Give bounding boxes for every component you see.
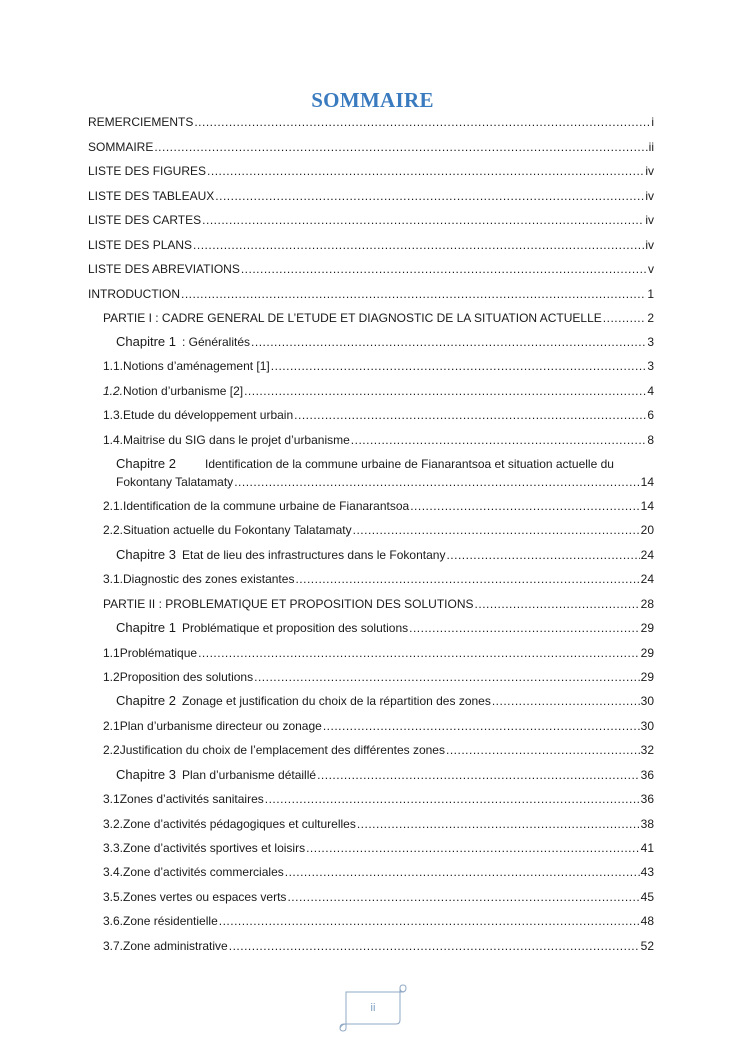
toc-chapter-label: Chapitre 2 [116, 693, 176, 708]
toc-entry-number: 3.2. [103, 817, 124, 831]
toc-page-number: v [648, 262, 654, 276]
toc-page-number: 41 [640, 841, 654, 855]
toc-dot-leader [215, 188, 644, 204]
toc-page-number: 29 [640, 621, 654, 635]
toc-entry[interactable] [103, 816, 654, 832]
toc-entry-label: Zone d’activités pédagogiques et culturelles [123, 817, 356, 831]
toc-entry-number: 2.1 [103, 719, 120, 733]
toc-dot-leader [265, 791, 640, 807]
toc-entry[interactable] [103, 840, 654, 856]
toc-page-number: 14 [640, 475, 654, 489]
toc-dot-leader [351, 432, 647, 448]
toc-entry[interactable] [103, 742, 654, 758]
toc-dot-leader [181, 286, 646, 302]
toc-chapter-label: Chapitre 1 [116, 334, 176, 349]
toc-entry[interactable] [103, 913, 654, 929]
toc-entry-label: SOMMAIRE [88, 140, 154, 154]
toc-entry-number: 1.2 [103, 670, 120, 684]
toc-dot-leader [294, 407, 646, 423]
toc-entry-label: : Généralités [181, 335, 251, 349]
toc-entry-number: 1.1. [103, 359, 124, 373]
toc-entry-number: 2.1. [103, 499, 124, 513]
toc-page-number: 24 [640, 548, 654, 562]
toc-dot-leader [193, 237, 644, 253]
toc-entry-label: Problématique [119, 646, 198, 660]
toc-entry[interactable] [116, 547, 654, 563]
toc-page-number: 30 [640, 694, 654, 708]
toc-entry-label: Diagnostic des zones existantes [123, 572, 295, 586]
toc-dot-leader [475, 596, 640, 612]
toc-entry[interactable] [116, 334, 654, 350]
toc-chapter-label: Chapitre 3 [116, 547, 176, 562]
toc-entry-label: Etat de lieu des infrastructures dans le Fokontany [181, 548, 446, 562]
page-number: ii [370, 1002, 376, 1014]
toc-page-number: 24 [640, 572, 654, 586]
toc-entry-number: 3.5. [103, 890, 124, 904]
toc-page-number: 1 [647, 287, 654, 301]
toc-entry[interactable] [103, 791, 654, 807]
toc-entry-label: REMERCIEMENTS [88, 115, 194, 129]
toc-entry-label: Zones vertes ou espaces verts [123, 890, 287, 904]
toc-page-number: 30 [640, 719, 654, 733]
toc-entry-continuation[interactable] [116, 474, 654, 490]
toc-entry[interactable] [88, 139, 654, 155]
toc-entry[interactable] [103, 358, 654, 374]
toc-entry-number: 3.6. [103, 914, 124, 928]
toc-entry[interactable] [116, 620, 654, 636]
toc-dot-leader [492, 693, 640, 709]
toc-dot-leader [353, 522, 640, 538]
toc-dot-leader [154, 139, 647, 155]
toc-entry-number: 3.1. [103, 572, 124, 586]
toc-entry[interactable] [103, 596, 654, 612]
toc-page-number: i [651, 115, 654, 129]
toc-entry[interactable] [103, 383, 654, 399]
toc-entry-number: 1.1 [103, 646, 120, 660]
toc-entry[interactable] [103, 718, 654, 734]
toc-entry[interactable] [116, 693, 654, 709]
toc-entry[interactable] [103, 571, 654, 587]
toc-entry[interactable] [103, 645, 654, 661]
toc-entry[interactable] [88, 114, 654, 130]
toc-entry[interactable] [103, 522, 654, 538]
toc-page-number: 3 [647, 359, 654, 373]
toc-entry-label: Zone d’activités sportives et loisirs [123, 841, 306, 855]
toc-dot-leader [241, 261, 647, 277]
toc-page-number: 36 [640, 792, 654, 806]
toc-page-number: 29 [640, 670, 654, 684]
toc-page-number: 38 [640, 817, 654, 831]
toc-dot-leader [287, 889, 639, 905]
toc-entry[interactable] [103, 310, 654, 326]
toc-entry[interactable] [116, 456, 654, 472]
toc-entry[interactable] [88, 261, 654, 277]
toc-entry-label: Notion d’urbanisme [2] [123, 384, 244, 398]
toc-dot-leader [254, 669, 640, 685]
toc-entry-label: Identification de la commune urbaine de Fianarantsoa [123, 499, 410, 513]
toc-dot-leader [271, 358, 647, 374]
toc-page-number: 20 [640, 523, 654, 537]
toc-entry-label: Plan d’urbanisme directeur ou zonage [119, 719, 322, 733]
toc-entry[interactable] [88, 163, 654, 179]
toc-dot-leader [219, 913, 640, 929]
toc-entry-label: Zonage et justification du choix de la répartition des zones [181, 694, 491, 708]
toc-entry-label: Justification du choix de l’emplacement des différentes zones [119, 743, 445, 757]
toc-dot-leader [229, 938, 640, 954]
page-number-scroll [336, 984, 410, 1032]
toc-entry-label: Zone d’activités commerciales [123, 865, 284, 879]
toc-dot-leader [306, 840, 640, 856]
toc-dot-leader [194, 114, 650, 130]
toc-page-number: 6 [647, 408, 654, 422]
toc-dot-leader [234, 474, 639, 490]
toc-entry-label: Identification de la commune urbaine de Fianarantsoa et situation actuelle du [205, 457, 614, 471]
toc-entry-label-continued: Fokontany Talatamaty [116, 475, 234, 489]
toc-entry-number: 3.7. [103, 939, 124, 953]
toc-page-number: iv [645, 189, 654, 203]
toc-entry[interactable] [88, 212, 654, 228]
toc-page-number: 14 [640, 499, 654, 513]
toc-dot-leader [446, 742, 640, 758]
toc-entry-label: Situation actuelle du Fokontany Talatamaty [123, 523, 352, 537]
toc-page-number: iv [645, 213, 654, 227]
toc-page-number: 29 [640, 646, 654, 660]
toc-entry[interactable] [103, 432, 654, 448]
toc-page-number: 48 [640, 914, 654, 928]
toc-entry-label: Zone résidentielle [123, 914, 218, 928]
toc-page-number: 32 [640, 743, 654, 757]
toc-page-number: 52 [640, 939, 654, 953]
toc-entry-number: 1.2. [103, 384, 124, 398]
toc-dot-leader [409, 620, 640, 636]
toc-page-number: iv [645, 238, 654, 252]
toc-page-number: 4 [647, 384, 654, 398]
toc-entry-label: Plan d’urbanisme détaillé [181, 768, 317, 782]
toc-page-number: 36 [640, 768, 654, 782]
toc-dot-leader [251, 334, 646, 350]
toc-dot-leader [295, 571, 639, 587]
toc-dot-leader [357, 816, 640, 832]
toc-entry-number: 2.2. [103, 523, 124, 537]
toc-dot-leader [285, 864, 640, 880]
toc-entry-number: 3.4. [103, 865, 124, 879]
toc-page-number: 28 [640, 597, 654, 611]
toc-entry-label: INTRODUCTION [88, 287, 180, 301]
toc-page-number: 2 [647, 311, 654, 325]
toc-entry[interactable] [103, 864, 654, 880]
toc-dot-leader [410, 498, 639, 514]
toc-entry-label: Zone administrative [123, 939, 228, 953]
toc-page-number: ii [648, 140, 654, 154]
toc-entry-label: LISTE DES FIGURES [88, 164, 207, 178]
toc-entry-label: Etude du développement urbain [123, 408, 294, 422]
toc-dot-leader [446, 547, 639, 563]
toc-entry-number: 1.3. [103, 408, 124, 422]
toc-entry[interactable] [103, 669, 654, 685]
toc-dot-leader [323, 718, 640, 734]
toc-entry-label: LISTE DES TABLEAUX [88, 189, 215, 203]
toc-dot-leader [317, 767, 640, 783]
toc-entry[interactable] [88, 188, 654, 204]
toc-entry-label: Proposition des solutions [119, 670, 254, 684]
toc-page-number: 3 [647, 335, 654, 349]
toc-entry-label: PARTIE II : PROBLEMATIQUE ET PROPOSITION DES SOLUTIONS [103, 597, 474, 611]
toc-dot-leader [202, 212, 644, 228]
toc-entry-number: 3.1 [103, 792, 120, 806]
toc-dot-leader [603, 310, 647, 326]
toc-chapter-label: Chapitre 3 [116, 767, 176, 782]
toc-chapter-label: Chapitre 2 [116, 456, 176, 471]
toc-entry-number: 2.2 [103, 743, 120, 757]
toc-entry[interactable] [103, 498, 654, 514]
toc-entry-label: LISTE DES CARTES [88, 213, 202, 227]
toc-entry[interactable] [103, 889, 654, 905]
toc-page-number: iv [645, 164, 654, 178]
toc-entry[interactable] [103, 938, 654, 954]
toc-page-number: 8 [647, 433, 654, 447]
toc-dot-leader [207, 163, 644, 179]
toc-entry-label: Maitrise du SIG dans le projet d’urbanisme [123, 433, 350, 447]
toc-page-number: 43 [640, 865, 654, 879]
toc-entry-label: LISTE DES ABREVIATIONS [88, 262, 240, 276]
toc-entry[interactable] [88, 286, 654, 302]
document-title: SOMMAIRE [311, 88, 434, 112]
toc-chapter-label: Chapitre 1 [116, 620, 176, 635]
toc-entry-number: 3.3. [103, 841, 124, 855]
toc-entry-label: PARTIE I : CADRE GENERAL DE L’ETUDE ET DIAGNOSTIC DE LA SITUATION ACTUELLE [103, 311, 602, 325]
toc-dot-leader [198, 645, 640, 661]
toc-entry[interactable] [103, 407, 654, 423]
toc-dot-leader [244, 383, 646, 399]
toc-entry-label: Notions d’aménagement [1] [123, 359, 270, 373]
toc-entry[interactable] [88, 237, 654, 253]
toc-entry-label: LISTE DES PLANS [88, 238, 193, 252]
toc-entry-number: 1.4. [103, 433, 124, 447]
toc-entry-label: Problématique et proposition des solutions [181, 621, 409, 635]
toc-entry[interactable] [116, 767, 654, 783]
toc-entry-label: Zones d’activités sanitaires [119, 792, 264, 806]
toc-page-number: 45 [640, 890, 654, 904]
